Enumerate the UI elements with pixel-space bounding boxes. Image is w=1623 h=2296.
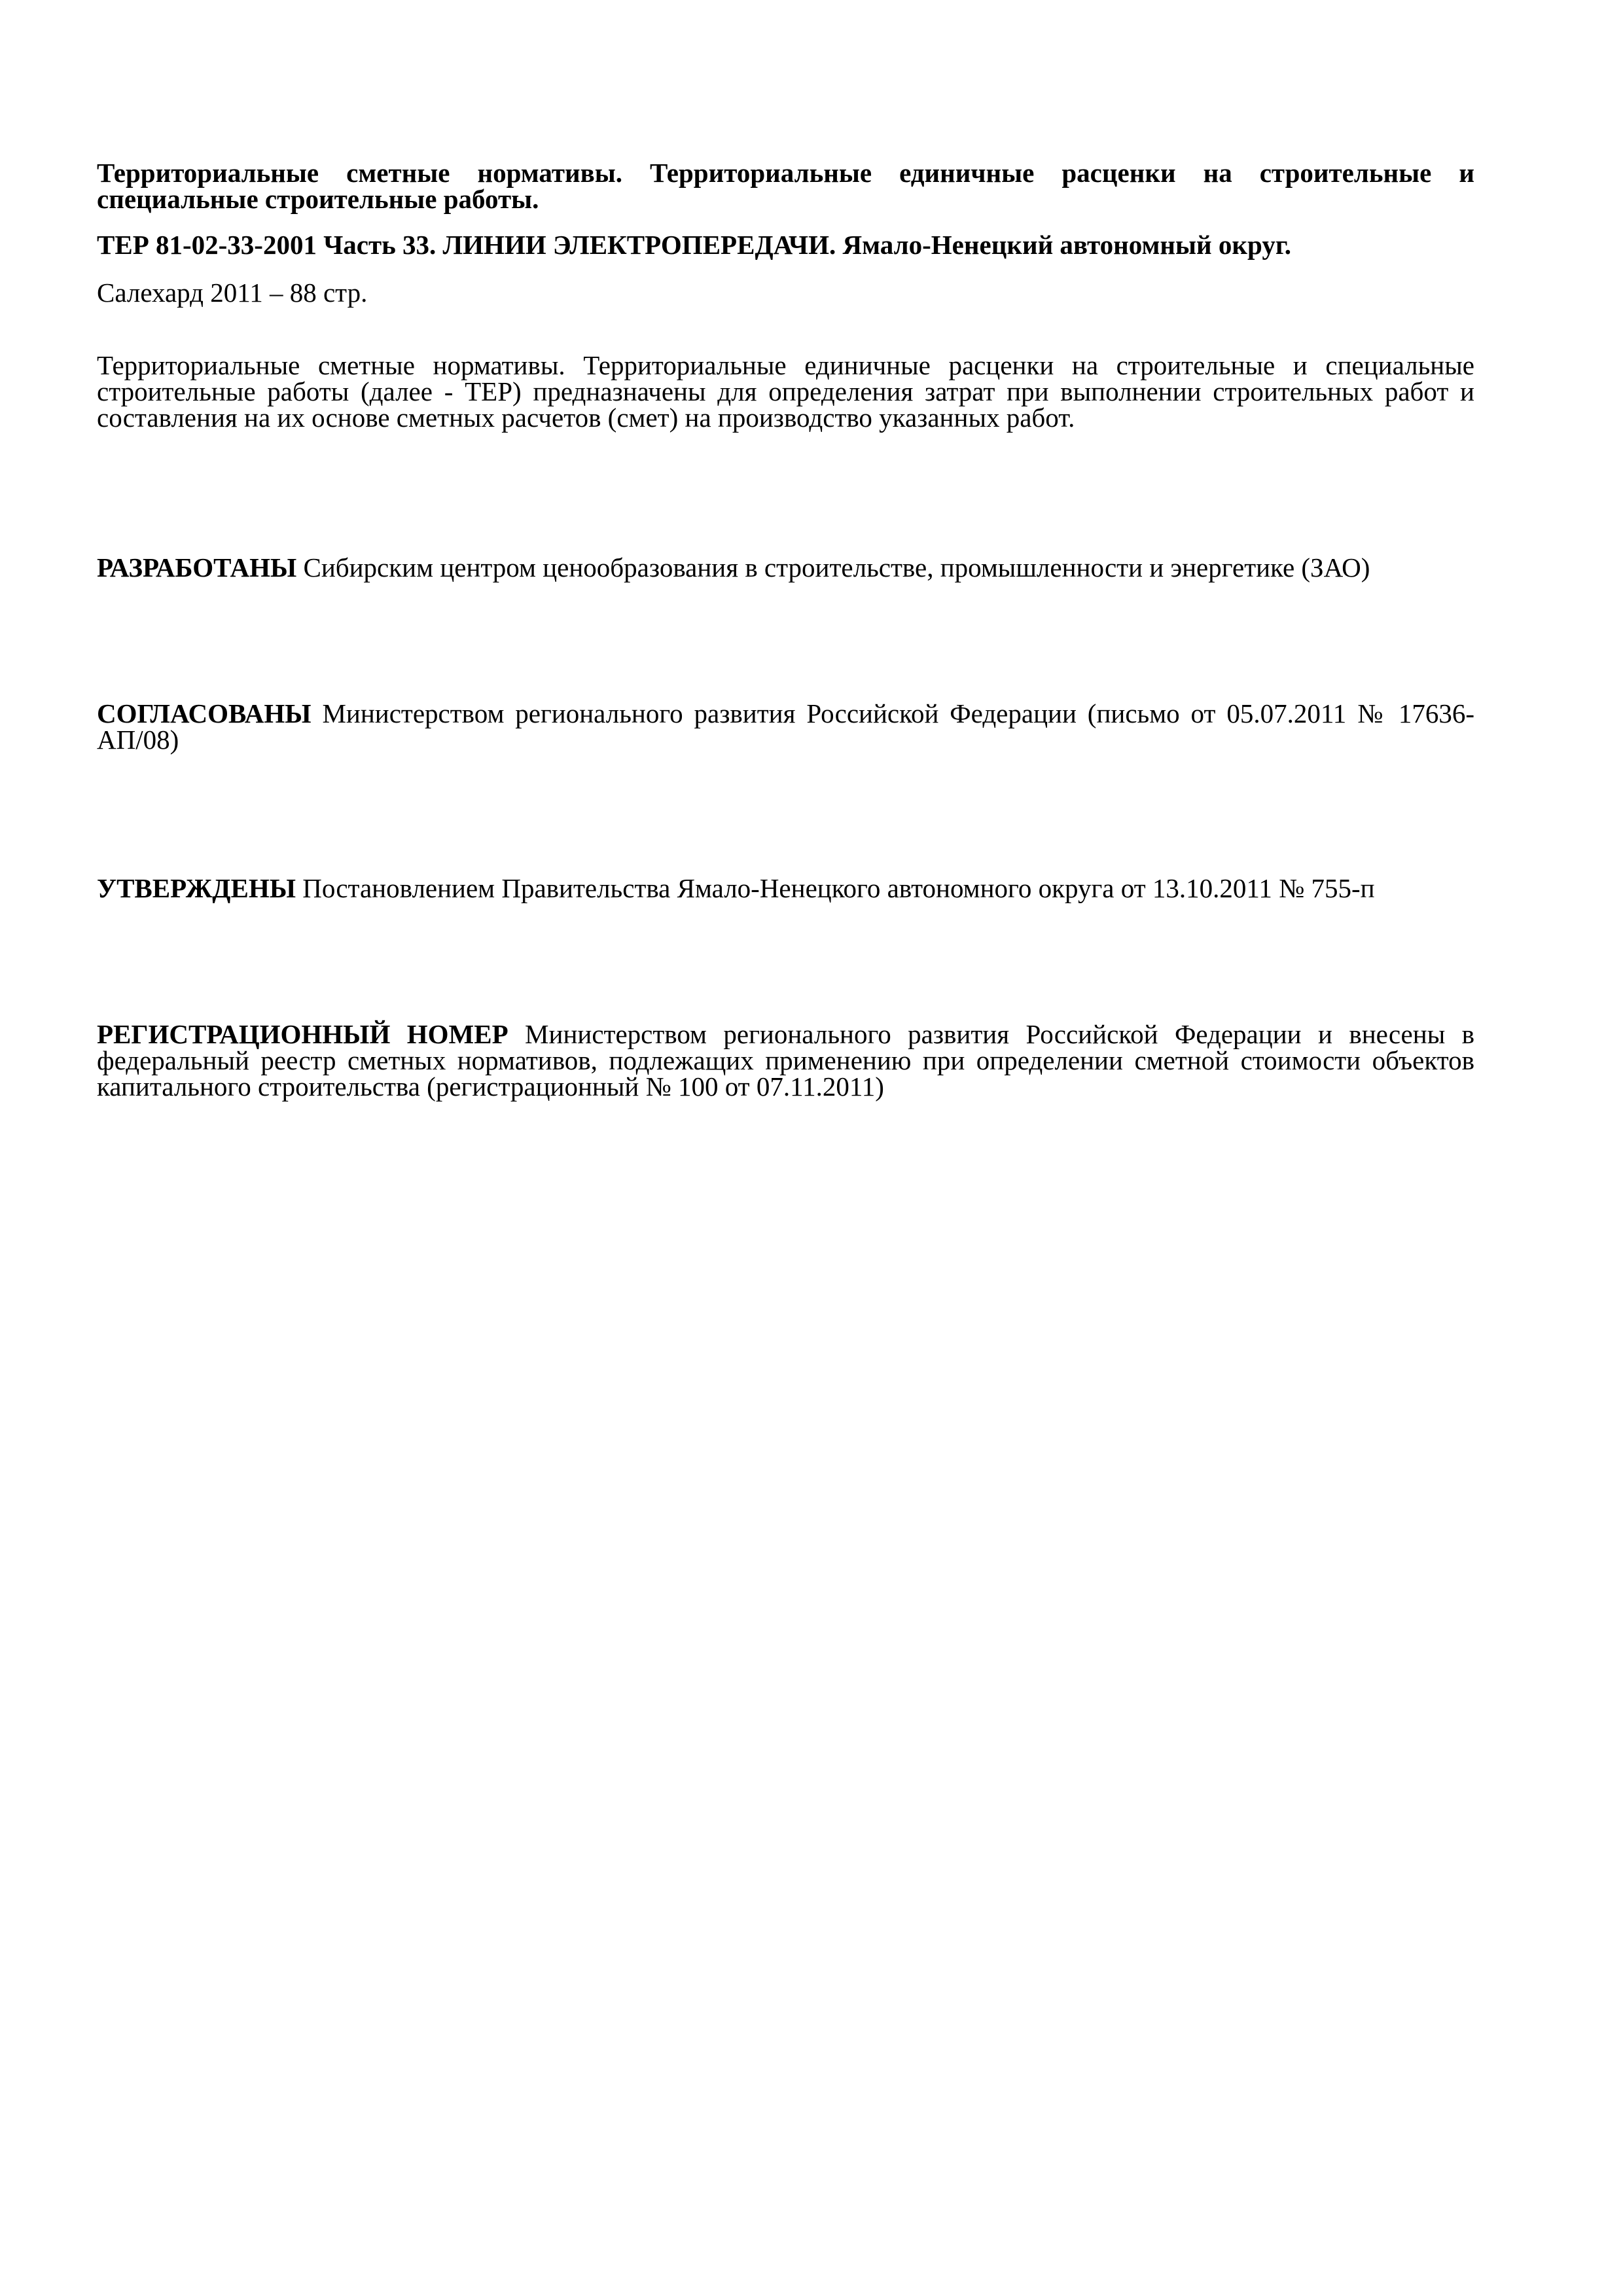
agreed-text: Министерством регионального развития Российской Федерации (письмо от 05.07.2011 № 17636-АП/08) bbox=[97, 698, 1474, 755]
approved-label: УТВЕРЖДЕНЫ bbox=[97, 873, 296, 903]
developed-text: Сибирским центром ценообразования в строительстве, промышленности и энергетике (ЗАО) bbox=[303, 552, 1370, 583]
document-description: Территориальные сметные нормативы. Территориальные единичные расценки на строительные и специальные строительные работы (далее - ТЕР) предназначены для определения затрат при выполнении строительных работ и составления на их основе сметных расчетов (смет) на производство указанных работ. bbox=[97, 350, 1474, 433]
document-city-line: Салехард 2011 – 88 стр. bbox=[97, 278, 368, 308]
document-title: Территориальные сметные нормативы. Территориальные единичные расценки на строительные и специальные строительные работы. bbox=[97, 158, 1474, 214]
agreed-label: СОГЛАСОВАНЫ bbox=[97, 698, 312, 728]
agreed-paragraph bbox=[97, 700, 1474, 753]
registration-label: РЕГИСТРАЦИОННЫЙ НОМЕР bbox=[97, 1019, 508, 1049]
registration-text: Министерством регионального развития Российской Федерации и внесены в федеральный реестр сметных нормативов, подлежащих применению при определении сметной стоимости объектов капитального строительства (регистрационный № 100 от 07.11.2011) bbox=[97, 1019, 1475, 1102]
approved-text: Постановлением Правительства Ямало-Ненецкого автономного округа от 13.10.2011 № 755-п bbox=[302, 873, 1375, 903]
approved-paragraph bbox=[97, 875, 1474, 901]
document-code-line: ТЕР 81-02-33-2001 Часть 33. ЛИНИИ ЭЛЕКТРОПЕРЕДАЧИ. Ямало-Ненецкий автономный округ. bbox=[97, 230, 1292, 260]
registration-paragraph bbox=[97, 1021, 1474, 1100]
developed-paragraph bbox=[97, 554, 1474, 581]
developed-label: РАЗРАБОТАНЫ bbox=[97, 552, 297, 583]
